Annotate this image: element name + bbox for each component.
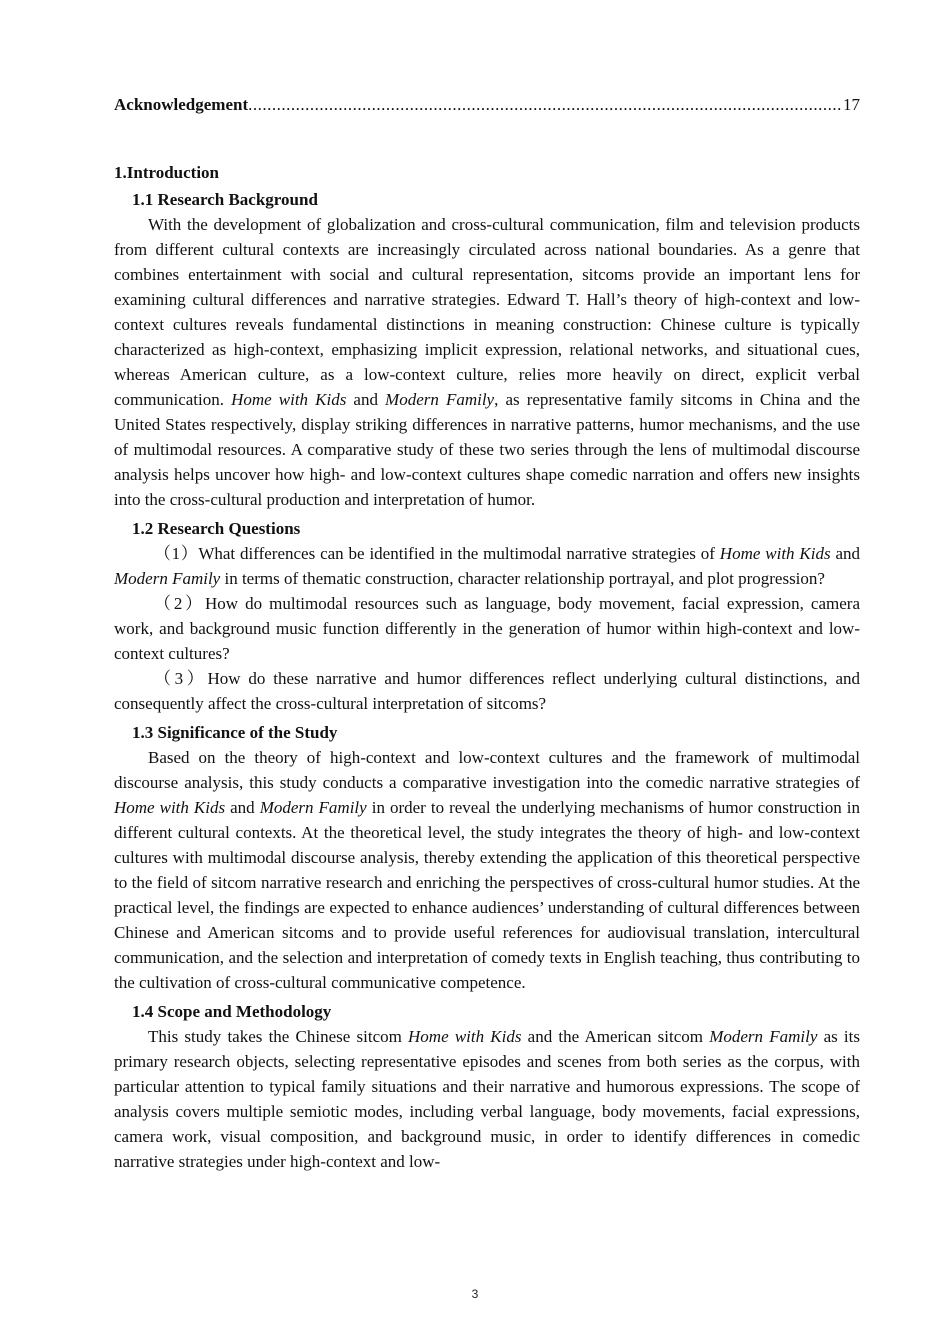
text-run: This study takes the Chinese sitcom <box>148 1027 409 1046</box>
title-modern-family: Modern Family <box>385 390 495 409</box>
text-run: , as representative family sitcoms in China and the United States respectively, display striking differences in narrative patterns, humor mechanisms, and the use of multimodal resources. A comparative study of these two series through the lens of multimodal discourse analysis helps uncover how high- and low-context cultures shape comedic narration and offers new insights into the cross-cultural production and interpretation of humor. <box>114 390 860 509</box>
toc-title: Acknowledgement <box>114 95 249 114</box>
section-heading-1-2: 1.2 Research Questions <box>132 519 301 538</box>
text-run: Based on the theory of high-context and low-context cultures and the framework of multimodal discourse analysis, this study conducts a comparative investigation into the comedic narrative strategies of <box>114 748 860 792</box>
section-heading-introduction: 1.Introduction <box>114 163 220 182</box>
title-modern-family: Modern Family <box>709 1027 818 1046</box>
text-run: and the American sitcom <box>521 1027 710 1046</box>
paragraph-significance <box>114 745 860 995</box>
text-run: With the development of globalization and cross-cultural communication, film and television products from different cultural contexts are increasingly circulated across national boundaries. As a genre that combines entertainment with social and cultural representation, sitcoms provide an important lens for examining cultural differences and narrative strategies. Edward T. Hall’s theory of high-context and low-context cultures reveals fundamental distinctions in meaning construction: Chinese culture is typically characterized as high-context, emphasizing implicit expression, relational networks, and situational cues, whereas American culture, as a low-context culture, relies more heavily on direct, explicit verbal communication. <box>114 215 860 409</box>
section-heading-1-3: 1.3 Significance of the Study <box>132 723 338 742</box>
research-question-1 <box>114 541 860 591</box>
title-home-with-kids: Home with Kids <box>408 1027 522 1046</box>
text-run: and <box>830 544 861 563</box>
text-run: and <box>225 798 260 817</box>
text-run: as its primary research objects, selecting representative episodes and scenes from both series as the corpus, with particular attention to typical family situations and their narrative and humorous expressions. The scope of analysis covers multiple semiotic modes, including verbal language, body movements, facial expressions, camera work, visual composition, and background music, in order to identify differences in comedic narrative strategies under high-context and low- <box>114 1027 860 1171</box>
toc-entry-acknowledgement[interactable] <box>114 92 860 117</box>
title-home-with-kids: Home with Kids <box>114 798 226 817</box>
paragraph-scope-methodology <box>114 1024 860 1174</box>
section-heading-1-1: 1.1 Research Background <box>132 190 318 209</box>
toc-leader-dots <box>248 92 841 117</box>
main-content <box>114 160 860 1174</box>
text-run: in terms of thematic construction, character relationship portrayal, and plot progression? <box>220 569 825 588</box>
title-modern-family: Modern Family <box>114 569 221 588</box>
paragraph-research-background <box>114 212 860 512</box>
toc-page-number: 17 <box>843 95 860 114</box>
title-modern-family: Modern Family <box>259 798 367 817</box>
title-home-with-kids: Home with Kids <box>719 544 831 563</box>
text-run: and <box>346 390 386 409</box>
research-question-3: （3）How do these narrative and humor differences reflect underlying cultural distinctions, and consequently affect the cross-cultural interpretation of sitcoms? <box>114 669 860 713</box>
text-run: in order to reveal the underlying mechanisms of humor construction in different cultural contexts. At the theoretical level, the study integrates the theory of high- and low-context cultures with multimodal discourse analysis, thereby extending the application of this theoretical perspective to the field of sitcom narrative research and enriching the perspectives of cross-cultural humor studies. At the practical level, the findings are expected to enhance audiences’ understanding of cultural differences between Chinese and American sitcoms and to provide useful references for audiovisual translation, intercultural communication, and the selection and interpretation of comedy texts in English teaching, thus contributing to the cultivation of cross-cultural communicative competence. <box>114 798 861 992</box>
page-number: 3 <box>471 1287 479 1301</box>
title-home-with-kids: Home with Kids <box>231 390 347 409</box>
research-question-2: （2）How do multimodal resources such as language, body movement, facial expression, camera work, and background music function differently in the generation of humor within high-context and low-context cultures? <box>114 594 860 663</box>
text-run: （1）What differences can be identified in the multimodal narrative strategies of <box>154 544 720 563</box>
section-heading-1-4: 1.4 Scope and Methodology <box>132 1002 332 1021</box>
